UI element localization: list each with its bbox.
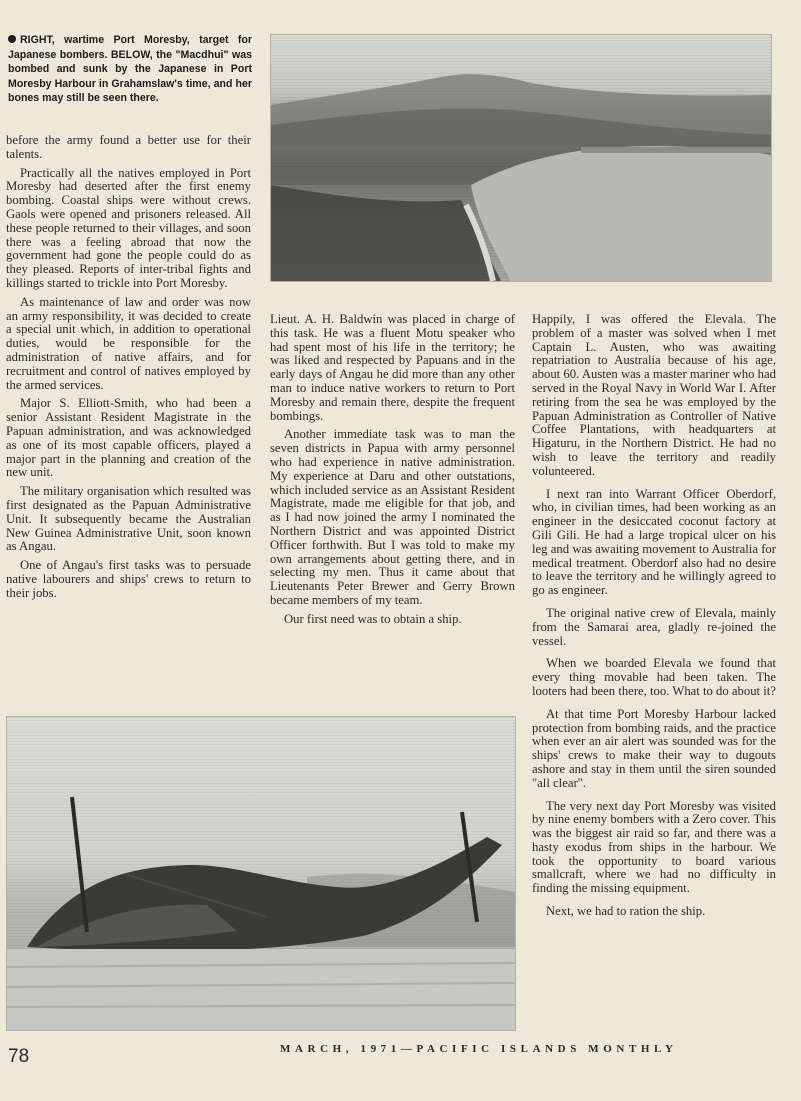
paragraph: The original native crew of Elevala, mainly from the Samarai area, gladly re-joined the vessel. xyxy=(532,605,776,648)
column-3 xyxy=(532,313,776,928)
paragraph: Practically all the natives employed in Port Moresby had deserted after the first enemy bombing. Coastal ships were without crews. Gaols were opened and prisoners released. All these people returned to their villages, and soon there was a feeling abroad that now the government had gone the people could do as they pleased. Reports of inter-tribal fights and killings started to trickle into Port Moresby. xyxy=(6,165,251,290)
paragraph: Major S. Elliott-Smith, who had been a senior Assistant Resident Magistrate in the Papuan administration, and was acknowledged as one of its most capable officers, played a major part in the planning and creation of the new unit. xyxy=(6,396,251,480)
paragraph: Happily, I was offered the Elevala. The problem of a master was solved when I met Captain L. Austen, who was awaiting repatriation to Australia because of his age, about 60. Austen was a master mariner who had served in the Royal Navy in World War I. After retiring from the sea he was employed by the Papuan Administration as Controller of Native Coffee Plantations, with headquarters at Higaturu, in the Northern District. He had no wish to leave the territory and readily volunteered. xyxy=(532,312,776,478)
photo-caption xyxy=(8,33,252,106)
port-moresby-photo xyxy=(270,34,772,282)
paragraph: I next ran into Warrant Officer Oberdorf, who, in civilian times, had been working as an engineer in the desiccated coconut factory at Gili Gili. He had a large tropical ulcer on his leg and was awaiting movement to Australia for medical treatment. Oberdorf also had no desire to leave the territory and he willingly agreed to go as engineer. xyxy=(532,486,776,598)
column-2 xyxy=(270,313,515,632)
column-1 xyxy=(6,134,251,606)
macdhui-wreck-photo xyxy=(6,716,516,1031)
paragraph: The military organisation which resulted was first designated as the Papuan Administrative Unit. It subsequently became the Australian New Guinea Administrative Unit, soon known as Angau. xyxy=(6,484,251,554)
paragraph: At that time Port Moresby Harbour lacked protection from bombing raids, and the practice when ever an air alert was sounded was for the ships' crews to make their way to dugouts ashore and stay in them until the siren sounded "all clear". xyxy=(532,706,776,790)
paragraph: The very next day Port Moresby was visited by nine enemy bombers with a Zero cover. This was the biggest air raid so far, and there was a hasty exodus from ships in the harbour. We took the opportunity to board various smallcraft, where we had no difficulty in finding the missing equipment. xyxy=(532,798,776,896)
caption-text: RIGHT, wartime Port Moresby, target for Japanese bombers. BELOW, the "Macdhui" was bombed and sunk by the Japanese in Port Moresby Harbour in Grahamslaw's time, and her bones may still be seen there. xyxy=(8,34,252,105)
paragraph: One of Angau's first tasks was to persuade native labourers and ships' crews to return to their jobs. xyxy=(6,558,251,600)
paragraph: When we boarded Elevala we found that every thing movable had been taken. The looters had been there, too. What to do about it? xyxy=(532,656,776,698)
paragraph: Lieut. A. H. Baldwin was placed in charge of this task. He was a fluent Motu speaker who had spent most of his life in the territory; he was liked and respected by Papuans and in the early days of Angau he did more than any other man to induce native workers to return to Port Moresby and remain there, despite the frequent bombings. xyxy=(270,312,515,423)
bullet-icon xyxy=(8,35,16,43)
paragraph: Another immediate task was to man the seven districts in Papua with army personnel who had experience in native administration. My experience at Daru and other outstations, which included service as an Assistant Resident Magistrate, made me eligible for that job, and as I had now joined the army I nominated the Northern District and was appointed District Officer forthwith. But I was told to make my own arrangements about getting there, and in selecting my men. Thus it came about that Lieutenants Peter Brewer and Gerry Brown became members of my team. xyxy=(270,427,515,607)
paragraph: Next, we had to ration the ship. xyxy=(546,904,706,919)
paragraph: Our first need was to obtain a ship. xyxy=(284,611,462,626)
paragraph: As maintenance of law and order was now an army responsibility, it was decided to create a special unit which, in addition to operational duties, would be responsible for the administration of native affairs, and for recruitment and control of natives employed by the armed services. xyxy=(6,294,251,392)
paragraph: before the army found a better use for their talents. xyxy=(6,133,251,161)
page-number: 78 xyxy=(8,1046,30,1067)
magazine-footer: MARCH, 1971—PACIFIC ISLANDS MONTHLY xyxy=(280,1043,678,1055)
